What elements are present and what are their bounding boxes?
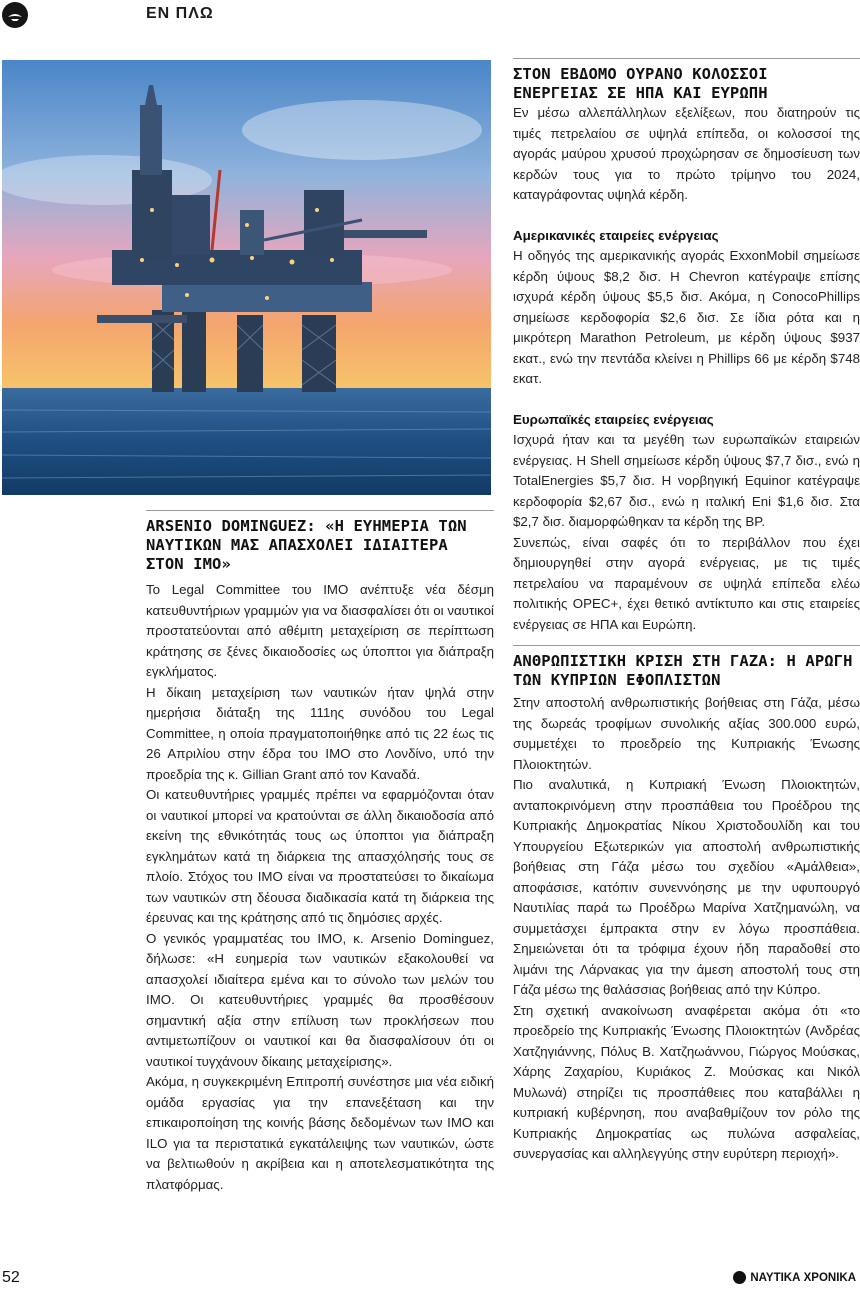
imo-article-paragraph: Οι κατευθυντήριες γραμμές πρέπει να εφαρμόζονται όταν οι ναυτικοί μπορεί να κρατούνται σε άλλη δικαιοδοσία από εκείνη της εθνικότητάς τους ως ύποπτοι για διάπραξη εγκλημάτων κατά τη διάρκεια της απασχόλησής τους σε πλοίο. Στόχος του IMO είναι να προστατεύσει το δικαίωμα των ναυτικών στη δέουσα διαδικασία κατά τη διάρκεια της έρευνας και της κράτησης από τις δημόσιες αρχές. [146, 787, 494, 925]
energy-article-intro: Εν μέσω αλλεπάλληλων εξελίξεων, που διατηρούν τις τιμές πετρελαίου σε υψηλά επίπεδα, οι κολοσσοί της αγοράς μαύρου χρυσού προχώρησαν σε δημοσίευση των κερδών τους για το πρώτο τρίμηνο του 2024, καταγράφοντας υψηλά κέρδη. [513, 105, 860, 202]
imo-article-headline: ARSENIO DOMINGUEZ: «Η ΕΥΗΜΕΡΙΑ ΤΩΝ ΝΑΥΤΙΚΩΝ ΜΑΣ ΑΠΑΣΧΟΛΕΙ ΙΔΙΑΙΤΕΡΑ ΣΤΟΝ ΙΜΟ» [146, 517, 467, 573]
page-number: 52 [2, 1269, 20, 1286]
section-label: ΕΝ ΠΛΩ [146, 5, 214, 22]
energy-article-headline: ΣΤΟΝ ΕΒΔΟΜΟ ΟΥΡΑΝΟ ΚΟΛΟΣΣΟΙ ΕΝΕΡΓΕΙΑΣ ΣΕ ΗΠΑ ΚΑΙ ΕΥΡΩΠΗ [513, 65, 768, 102]
footer-brand-name: ΝΑΥΤΙΚΑ ΧΡΟΝΙΚΑ [750, 1271, 856, 1284]
magazine-logo-icon [2, 2, 28, 28]
imo-article-paragraph: Η δίκαιη μεταχείριση των ναυτικών ήταν ψηλά στην ημερήσια διάταξη της 111ης συνόδου του Legal Committee, η οποία πραγματοποιήθηκε από τις 22 έως τις 26 Απριλίου στην έδρα του IMO στο Λονδίνο, υπό την προεδρία της κ. Gillian Grant από τον Καναδά. [146, 684, 494, 782]
article-divider [146, 510, 494, 511]
oil-rig-photo [2, 60, 491, 495]
imo-article-paragraph: Το Legal Committee του IMO ανέπτυξε νέα δέσμη κατευθυντήριων γραμμών για να διασφαλίσει ότι οι ναυτικοί προστατεύονται από αθέμιτη μεταχείριση σε περίπτωση κράτησης σε ξένες δικαιοδοσίες ως ύποπτοι για διάπραξη εγκλήματος. [146, 582, 494, 679]
eu-companies-subhead: Ευρωπαϊκές εταιρείες ενέργειας [513, 411, 714, 427]
brand-logo-icon [733, 1271, 746, 1284]
gaza-article [513, 652, 860, 1165]
article-divider [513, 645, 860, 646]
imo-article-paragraph: Ο γενικός γραμματέας του IMO, κ. Arsenio Dominguez, δήλωσε: «Η ευημερία των ναυτικών εξακολουθεί να απασχολεί ιδιαίτερα εμένα και το σύνολο των μελών του IMO. Οι κατευθυντήριες γραμμές θα προσθέσουν σημαντική αξία στην επίλυση των προκλήσεων που αντιμετωπίζουν οι ναυτικοί και θα διασφαλίσουν ότι οι ναυτικοί τυγχάνουν δίκαιης μεταχείρισης». [146, 930, 494, 1069]
energy-article [513, 65, 860, 635]
gaza-article-paragraph: Πιο αναλυτικά, η Κυπριακή Ένωση Πλοιοκτητών, ανταποκρινόμενη στην προσπάθεια του Προέδρου της Κυπριακής Δημοκρατίας Νίκου Χριστοδουλίδη και του Υπουργείου Εξωτερικών για αποστολή ανθρωπιστικής βοήθειας στη Γάζα μέσω του σχεδίου «Αμάλθεια», αποφάσισε, κατόπιν συνεννόησης με την υφυπουργό Ναυτιλίας παρά τω Προέδρω Μαρίνα Χατζημανώλη, να συμμετάσχει έμπρακτα στην εν λόγω προσπάθεια. Σημειώνεται ότι τα τρόφιμα έχουν ήδη παραδοθεί στο λιμάνι της Λάρνακας για την άμεση αποστολή τους στη Γάζα μέσω της θαλάσσιας βοήθειας από την Κύπρο. [513, 777, 860, 997]
right-column [513, 58, 860, 1165]
article-divider [513, 58, 860, 59]
imo-article-paragraph: Ακόμα, η συγκεκριμένη Επιτροπή συνέστησε μια νέα ειδική ομάδα εργασίας για την επανεξέταση και την επικαιροποίηση της κοινής βάσης δεδομένων των IMO και ILO για τα περιστατικά εγκατάλειψης των ναυτικών, ώστε να βελτιωθούν η ακρίβεια και η αποτελεσματικότητα της πλατφόρμας. [146, 1074, 494, 1192]
eu-companies-text: Ισχυρά ήταν και τα μεγέθη των ευρωπαϊκών εταιρειών ενέργειας. Η Shell σημείωσε κέρδη ύψους $7,7 δισ., ενώ η TotalEnergies $5,7 δισ. Η νορβηγική Equinor κατέγραψε κερδοφορία $2,67 δισ., ενώ η ιταλική Eni $1,6 δισ. Στα $2,7 δισ. διαμορφώθηκαν τα κέρδη της BP. [513, 432, 860, 529]
footer-brand [733, 1271, 856, 1284]
us-companies-text: Η οδηγός της αμερικανικής αγοράς ExxonMobil σημείωσε κέρδη ύψους $8,2 δισ. Η Chevron κατέγραψε επίσης ισχυρά κέρδη ύψους $5,5 δισ. Ακόμα, η ConocoPhillips σημείωσε κερδοφορία $2,6 δισ. Σε ίδια ρότα και η μικρότερη Marathon Petroleum, με κέρδη ύψους $937 εκατ., ενώ την πεντάδα κλείνει η Phillips 66 με κέρδη $748 εκατ. [513, 248, 860, 386]
gaza-article-paragraph: Στη σχετική ανακοίνωση αναφέρεται ακόμα ότι «το προεδρείο της Κυπριακής Ένωσης Πλοιοκτητών (Ανδρέας Χατζηγιάννης, Πόλυς Β. Χατζηωάννου, Γιώργος Μούσκας, Χάρης Ζαχαρίου, Κυριάκος Ζ. Μούσκας και Νικόλ Μυλωνά) στηρίζει τις προσπάθειες που καταβάλλει η κυπριακή κυβέρνηση, που αναβαθμίζουν τον ρόλο της Κυπριακής Δημοκρατίας ως πυλώνα ασφαλείας, συνεργασίας και αλληλεγγύης στην ευρύτερη περιοχή». [513, 1002, 860, 1161]
us-companies-subhead: Αμερικανικές εταιρείες ενέργειας [513, 227, 719, 243]
imo-article [146, 510, 494, 1195]
energy-article-conclusion: Συνεπώς, είναι σαφές ότι το περιβάλλον που έχει δημιουργηθεί στην αγορά ενέργειας, με τις τιμές πετρελαίου να παραμένουν σε υψηλά επίπεδα ελέω πολιτικής OPEC+, έχει θετικό αντίκτυπο και στις εταιρείες ενέργειας σε ΗΠΑ και Ευρώπη. [513, 534, 860, 632]
gaza-article-headline: ΑΝΘΡΩΠΙΣΤΙΚΗ ΚΡΙΣΗ ΣΤΗ ΓΑΖΑ: Η ΑΡΩΓΗ ΤΩΝ ΚΥΠΡΙΩΝ ΕΦΟΠΛΙΣΤΩΝ [513, 652, 853, 689]
gaza-article-paragraph: Στην αποστολή ανθρωπιστικής βοήθειας στη Γάζα, μέσω της δωρεάς τροφίμων συνολικής αξίας 300.000 ευρώ, συμμετέχει το προεδρείο της Κυπριακής Ένωσης Πλοιοκτητών. [513, 695, 860, 772]
